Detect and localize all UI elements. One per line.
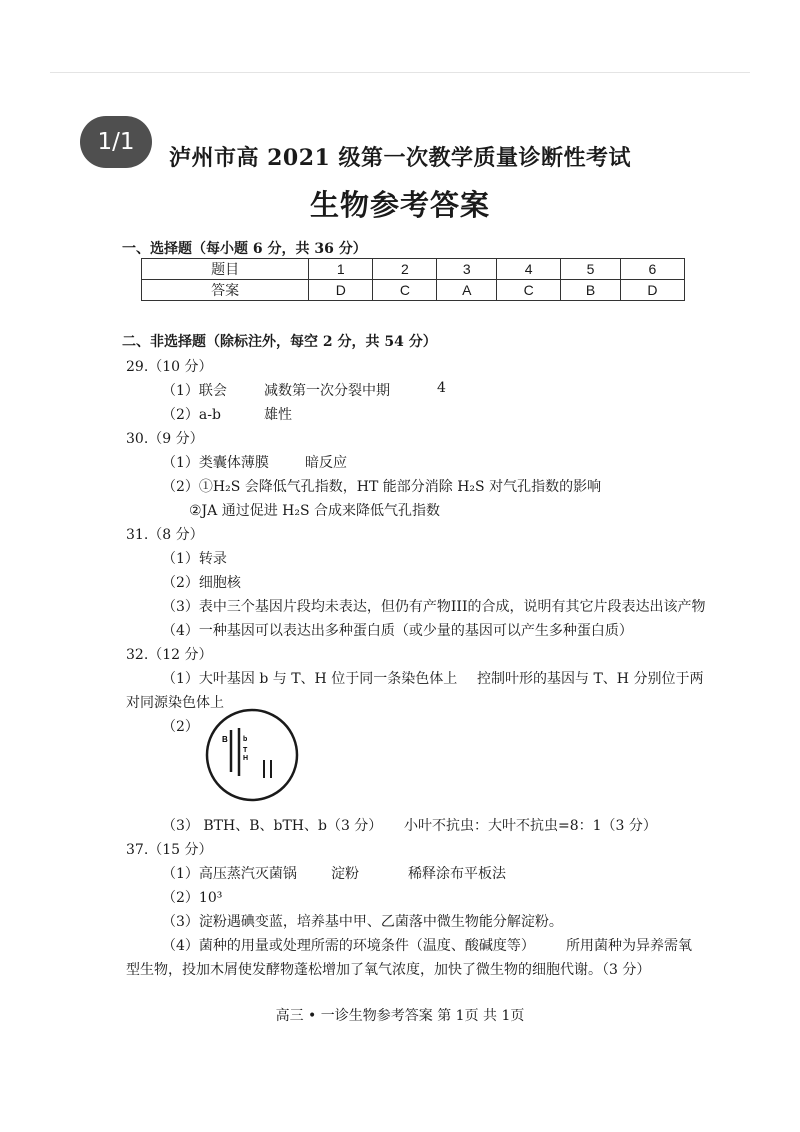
q32-answer-1c: 对同源染色体上 <box>126 695 224 711</box>
q31-answer-2: （2）细胞核 <box>162 575 241 591</box>
chromosome-cell-diagram <box>205 708 305 808</box>
table-cell: 4 <box>497 259 561 280</box>
page-footer: 高三 • 一诊生物参考答案 第 1页 共 1页 <box>275 1008 525 1024</box>
gene-label-B: B <box>222 735 228 744</box>
table-cell: D <box>309 280 373 301</box>
q31-heading: 31.（8 分） <box>126 527 204 543</box>
q31-answer-1: （1）转录 <box>162 551 227 567</box>
q37-answer-1c: 稀释涂布平板法 <box>408 866 506 882</box>
q30-answer-1a: （1）类囊体薄膜 <box>162 455 269 471</box>
answer-key-title: 生物参考答案 <box>309 188 490 222</box>
q29-answer-1a: （1）联会 <box>162 383 227 399</box>
table-cell: 3 <box>437 259 497 280</box>
gene-label-H: H <box>243 755 249 762</box>
table-cell: B <box>561 280 621 301</box>
section2-title: 二、非选择题（除标注外，每空 2 分，共 54 分） <box>122 334 437 350</box>
q29-answer-1c: 4 <box>437 380 446 396</box>
q29-heading: 29.（10 分） <box>126 359 213 375</box>
q30-answer-2b: ②JA 通过促进 H₂S 合成来降低气孔指数 <box>189 503 441 519</box>
q32-answer-3a: （3） BTH、B、bTH、b（3 分） <box>162 818 383 834</box>
table-cell: 5 <box>561 259 621 280</box>
multiple-choice-answer-table <box>141 258 685 301</box>
q31-answer-3: （3）表中三个基因片段均未表达，但仍有产物III的合成，说明有其它片段表达出该产物 <box>162 599 706 615</box>
q30-heading: 30.（9 分） <box>126 431 204 447</box>
q32-heading: 32.（12 分） <box>126 647 213 663</box>
q30-answer-2: （2）①H₂S 会降低气孔指数，HT 能部分消除 H₂S 对气孔指数的影响 <box>162 479 602 495</box>
table-cell: 6 <box>620 259 684 280</box>
q37-answer-1a: （1）高压蒸汽灭菌锅 <box>162 866 297 882</box>
table-row <box>142 280 685 301</box>
q37-answer-2: （2）10³ <box>162 890 223 906</box>
table-cell: C <box>497 280 561 301</box>
gene-label-b: b <box>243 736 248 743</box>
q37-answer-4a: （4）菌种的用量或处理所需的环境条件（温度、酸碱度等） <box>162 938 535 954</box>
q37-answer-4c: 型生物，投加木屑使发酵物蓬松增加了氧气浓度，加快了微生物的细胞代谢。（3 分） <box>126 962 651 978</box>
table-cell: 题目 <box>142 259 309 280</box>
q30-answer-1b: 暗反应 <box>305 455 347 471</box>
q29-answer-1b: 减数第一次分裂中期 <box>264 383 390 399</box>
gene-label-T: T <box>243 747 248 754</box>
q31-answer-4: （4）一种基因可以表达出多种蛋白质（或少量的基因可以产生多种蛋白质） <box>162 623 633 639</box>
q37-answer-4b: 所用菌种为异养需氧 <box>566 938 692 954</box>
top-divider <box>50 72 750 73</box>
cell-membrane <box>207 710 297 800</box>
q37-heading: 37.（15 分） <box>126 842 213 858</box>
table-cell: 答案 <box>142 280 309 301</box>
table-cell: D <box>620 280 684 301</box>
q32-answer-2: （2） <box>162 719 199 735</box>
exam-title: 泸州市高 2021 级第一次教学质量诊断性考试 <box>168 145 632 171</box>
q29-answer-2a: （2）a-b <box>162 407 221 423</box>
q32-answer-3b: 小叶不抗虫：大叶不抗虫=8：1（3 分） <box>404 818 657 834</box>
table-row <box>142 259 685 280</box>
table-cell: 2 <box>373 259 437 280</box>
table-cell: C <box>373 280 437 301</box>
section1-title: 一、选择题（每小题 6 分，共 36 分） <box>122 241 367 257</box>
q32-answer-1a: （1）大叶基因 b 与 T、H 位于同一条染色体上 <box>162 671 458 687</box>
table-cell: A <box>437 280 497 301</box>
page-indicator-badge: 1/1 <box>80 116 152 168</box>
table-cell: 1 <box>309 259 373 280</box>
q37-answer-1b: 淀粉 <box>331 866 359 882</box>
q29-answer-2b: 雄性 <box>264 407 292 423</box>
q32-answer-1b: 控制叶形的基因与 T、H 分别位于两 <box>477 671 704 687</box>
q37-answer-3: （3）淀粉遇碘变蓝，培养基中甲、乙菌落中微生物能分解淀粉。 <box>162 914 563 930</box>
